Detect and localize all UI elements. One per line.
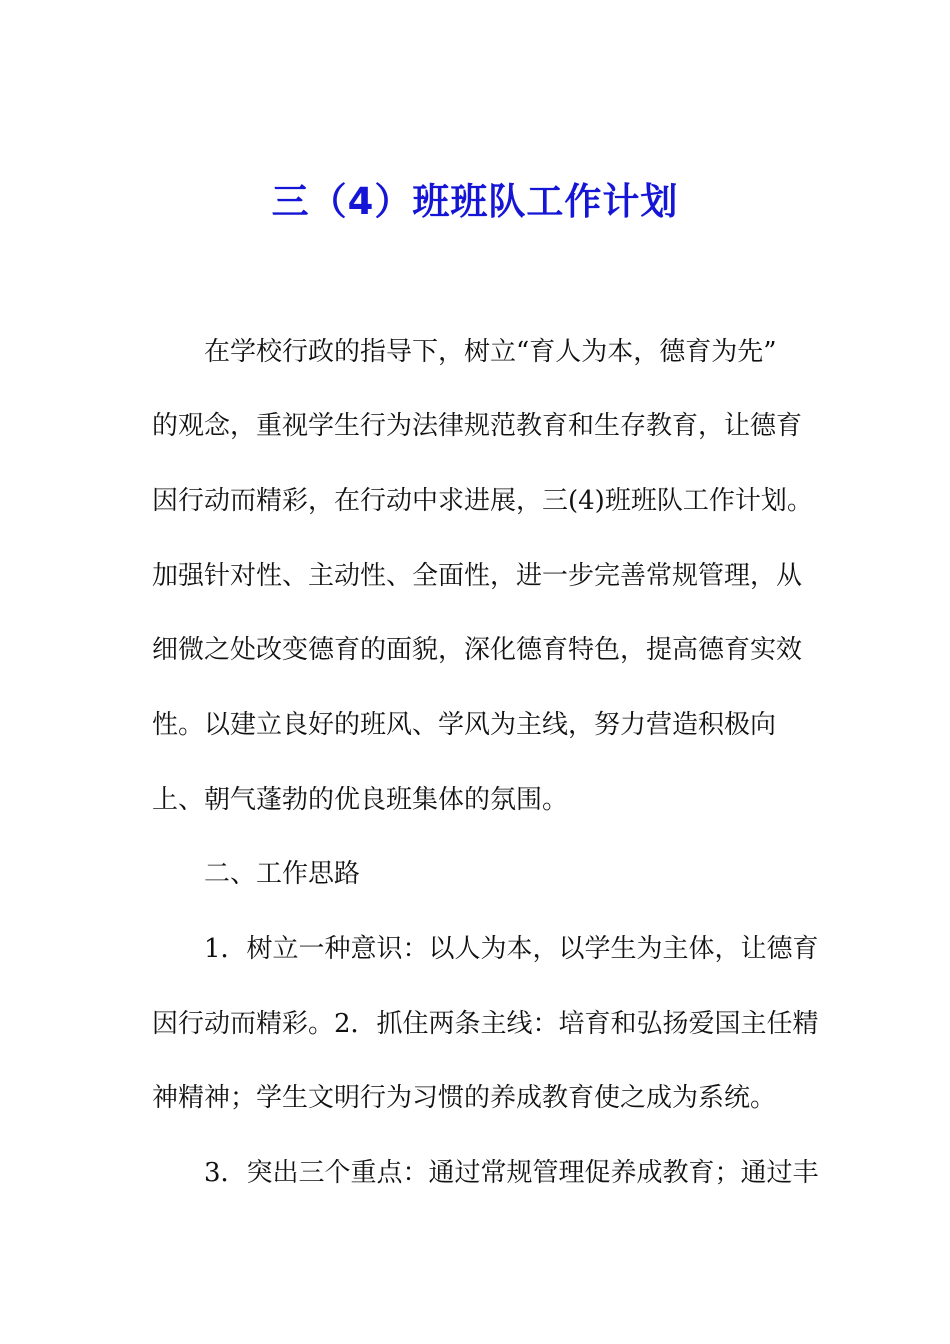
paragraph-line: 细微之处改变德育的面貌，深化德育特色，提高德育实效 (152, 635, 803, 665)
paragraph-line: 的观念，重视学生行为法律规范教育和生存教育，让德育 (152, 411, 803, 441)
paragraph-line: 上、朝气蓬勃的优良班集体的氛围。 (152, 785, 569, 815)
document-title: 三（4）班班队工作计划 (271, 180, 679, 223)
paragraph-line: 神精神；学生文明行为习惯的养成教育使之成为系统。 (152, 1083, 777, 1113)
paragraph-line: 因行动而精彩，在行动中求进展，三(4)班班队工作计划。 (152, 486, 813, 516)
paragraph-line: 性。以建立良好的班风、学风为主线，努力营造积极向 (152, 710, 777, 740)
paragraph-line: 1．树立一种意识：以人为本，以学生为主体，让德育 (204, 934, 819, 964)
paragraph-line: 加强针对性、主动性、全面性，进一步完善常规管理，从 (152, 561, 803, 591)
paragraph-line: 在学校行政的指导下，树立“育人为本，德育为先” (204, 337, 777, 367)
section-heading: 二、工作思路 (204, 859, 361, 889)
paragraph-line: 3．突出三个重点：通过常规管理促养成教育；通过丰 (204, 1158, 819, 1188)
paragraph-line: 因行动而精彩。2．抓住两条主线：培育和弘扬爱国主任精 (152, 1009, 819, 1039)
